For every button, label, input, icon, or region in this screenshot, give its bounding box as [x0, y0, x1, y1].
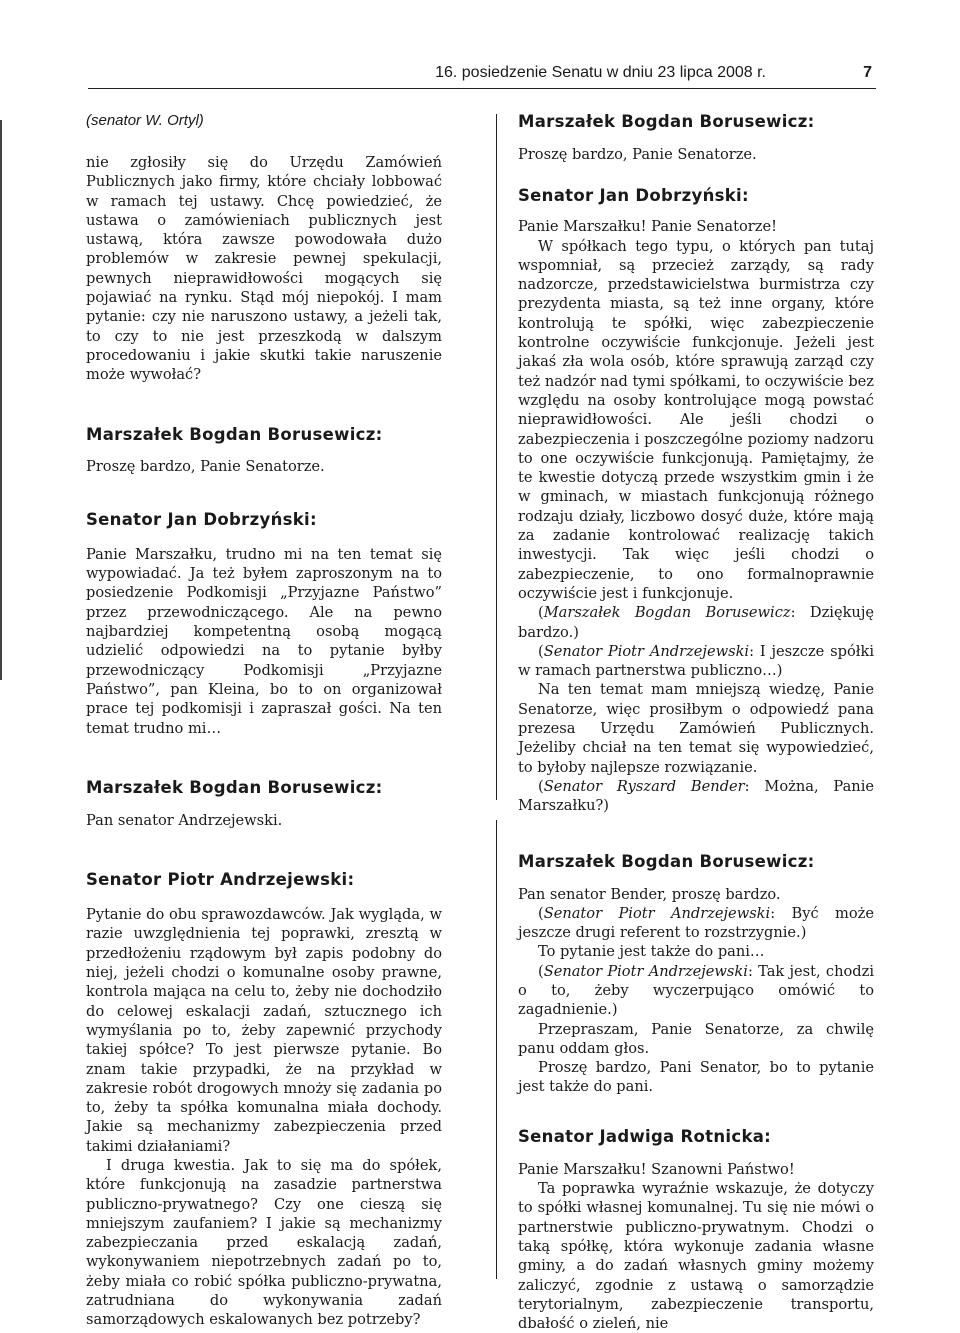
speaker-heading: Senator Jan Dobrzyński:: [86, 509, 317, 529]
interjection: (Senator Piotr Andrzejewski: Być może jeszcze drugi referent to rozstrzygnie.): [518, 904, 874, 942]
column-rule-upper: [496, 114, 497, 800]
speaker-heading: Marszałek Bogdan Borusewicz:: [86, 777, 383, 797]
interjection-text: : Można, Panie Marszałku?): [518, 777, 874, 815]
speaker-heading: Marszałek Bogdan Borusewicz:: [518, 851, 815, 871]
page-header: [88, 64, 876, 89]
interjection-text: : Być może jeszcze drugi referent to rozstrzygnie.): [518, 904, 874, 942]
right-column: [518, 112, 874, 1333]
paragraph: Pan senator Bender, proszę bardzo.: [518, 885, 781, 903]
paragraph: Pan senator Andrzejewski.: [86, 811, 283, 829]
paragraph: Panie Marszałku, trudno mi na ten temat się wypowiadać. Ja też byłem zaproszonym na to posiedzenie Podkomisji „Przyjazne Państwo” przez przewodniczącego. Ale na pewno najbardziej kompetentną osobą mogącą udzielić odpowiedzi na to pytanie byłby przewodniczący Podkomisji „Przyjazne Państwo”, pan Kleina, bo to on organizował prace tej podkomisji i zapraszał gości. Na ten temat trudno mi…: [86, 545, 442, 737]
interjection: (Senator Piotr Andrzejewski: I jeszcze spółki w ramach partnerstwa publiczno…): [518, 642, 874, 680]
continuation-author: (senator W. Ortyl): [86, 112, 204, 129]
speaker-heading: Marszałek Bogdan Borusewicz:: [518, 112, 815, 131]
paragraph: Proszę bardzo, Panie Senatorze.: [86, 457, 325, 475]
paragraph: W spółkach tego typu, o których pan tutaj wspomniał, są przecież zarządy, są rady nadzorcze, przedstawicielstwa burmistrza czy prezydenta miasta, są też inne organy, które kontrolują te spółki, więc zabezpieczenie kontrolne oczywiście funkcjonuje. Jeżeli jest jakaś zła wola osób, które sprawują zarząd czy też nadzór nad tymi spółkami, to oczywiście bez względu na osoby kontrolujące mogą powstać nieprawidłowości. Ale jeśli chodzi o zabezpieczenia i poszczególne poziomy nadzoru to one oczywiście funkcjonują. Pamiętajmy, że te kwestie dotyczą przede wszystkim gmin i że w gminach, w miastach funkcjonują różnego rodzaju działy, liczbowo dosyć duże, które mają za zadanie kontrolować realizację takich inwestycji. Tak więc jeśli chodzi o zabezpieczenie, to ono formalnoprawnie oczywiście jest i funkcjonuje.: [518, 237, 874, 602]
interjection-text: : I jeszcze spółki w ramach partnerstwa publiczno…): [518, 642, 874, 680]
speaker-heading: Senator Piotr Andrzejewski:: [86, 870, 355, 890]
paragraph: Pytanie do obu sprawozdawców. Jak wygląda, w razie uwzględnienia tej poprawki, zresztą w przedłożeniu rządowym był zapis podobny do niej, jeżeli chodzi o komunalne osoby prawne, kontrola mająca na celu to, żeby nie dochodziło do celowej eskalacji zadań, sztucznego ich wymyślania po to, żeby zapewnić przychody takiej spółce? To jest pierwsze pytanie. Bo znam takie przypadki, że na przykład w zakresie robót drogowych mnoży się zadania po to, żeby ta spółka komunalna miała dochody. Jakie są mechanizmy zabezpieczenia przed takimi działaniami?: [86, 906, 442, 1155]
interjection: (Marszałek Bogdan Borusewicz: Dziękuję bardzo.): [518, 604, 874, 641]
paragraph: To pytanie jest także do pani…: [538, 943, 765, 961]
paragraph: Ta poprawka wyraźnie wskazuje, że dotyczy to spółki własnej komunalnej. Tu się nie mówi o partnerstwie publiczno-prywatnym. Chodzi o taką spółkę, która wykonuje zadania własne gminy, a do zadań własnych gminy możemy zaliczyć, zgodnie z ustawą o samorządzie terytorialnym, zabezpieczenie transportu, dbałość o zieleń, nie: [518, 1180, 874, 1333]
paragraph: I druga kwestia. Jak to się ma do spółek, które funkcjonują na zasadzie partnerstwa publiczno-prywatnego? Czy one cieszą się mniejszym zaufaniem? I jakie są mechanizmy zabezpieczania przed eskalacją zadań, wykonywaniem niepotrzebnych zadań po to, żeby miała co robić spółka publiczno-prywatna, zatrudniana do wykonywania zadań samorządowych eskalowanych bez potrzeby?: [86, 1156, 442, 1329]
interjection: (Senator Ryszard Bender: Można, Panie Marszałku?): [518, 777, 874, 815]
paragraph: Proszę bardzo, Pani Senator, bo to pytanie jest także do pani.: [518, 1059, 874, 1096]
column-rule-lower: [496, 820, 497, 1279]
speaker-heading: Senator Jadwiga Rotnicka:: [518, 1126, 772, 1146]
left-margin-rule: [0, 120, 2, 680]
interjection: (Senator Piotr Andrzejewski: Tak jest, chodzi o to, żeby wyczerpująco omówić to zagadnienie.): [518, 962, 874, 1019]
interjection-speaker: Senator Piotr Andrzejewski: [543, 642, 750, 660]
left-column: [86, 112, 442, 1330]
interjection-speaker: Senator Ryszard Bender: [543, 777, 745, 795]
paragraph: Na ten temat mam mniejszą wiedzę, Panie Senatorze, więc prosiłbym o odpowiedź pana prezesa Urzędu Zamówień Publicznych. Jeżeliby chciał na ten temat się wypowiedzieć, to byłoby najlepsze rozwiązanie.: [518, 681, 874, 776]
interjection-text: : Tak jest, chodzi o to, żeby wyczerpująco omówić to zagadnienie.): [518, 962, 874, 1019]
paragraph: Panie Marszałku! Panie Senatorze!: [518, 218, 777, 236]
paragraph: Proszę bardzo, Panie Senatorze.: [518, 146, 757, 163]
paragraph: nie zgłosiły się do Urzędu Zamówień Publicznych jako firmy, które chciały lobbować w ramach tej ustawy. Chcę powiedzieć, że ustawa o zamówieniach publicznych jest ustawą, która zawsze powodowała dużo problemów w zakresie pewnej spekulacji, pewnych nieprawidłowości mogących się pojawiać na rynku. Stąd mój niepokój. I mam pytanie: czy nie naruszono ustawy, a jeżeli tak, to czy to nie jest przeszkodą w dalszym procedowaniu i jakie skutki takie naruszenie może wywołać?: [86, 154, 442, 384]
speaker-heading: Marszałek Bogdan Borusewicz:: [86, 424, 383, 444]
interjection-text: : Dziękuję bardzo.): [518, 604, 874, 641]
interjection-speaker: Marszałek Bogdan Borusewicz: [543, 604, 791, 622]
paragraph: Przepraszam, Panie Senatorze, za chwilę panu oddam głos.: [518, 1020, 874, 1057]
interjection-speaker: Senator Piotr Andrzejewski: [543, 962, 748, 980]
interjection-speaker: Senator Piotr Andrzejewski: [543, 904, 771, 922]
page-header-title: 16. posiedzenie Senatu w dniu 23 lipca 2008 r.: [435, 64, 766, 81]
speaker-heading: Senator Jan Dobrzyński:: [518, 186, 749, 206]
paragraph: Panie Marszałku! Szanowni Państwo!: [518, 1160, 795, 1178]
page-number: 7: [863, 64, 872, 81]
